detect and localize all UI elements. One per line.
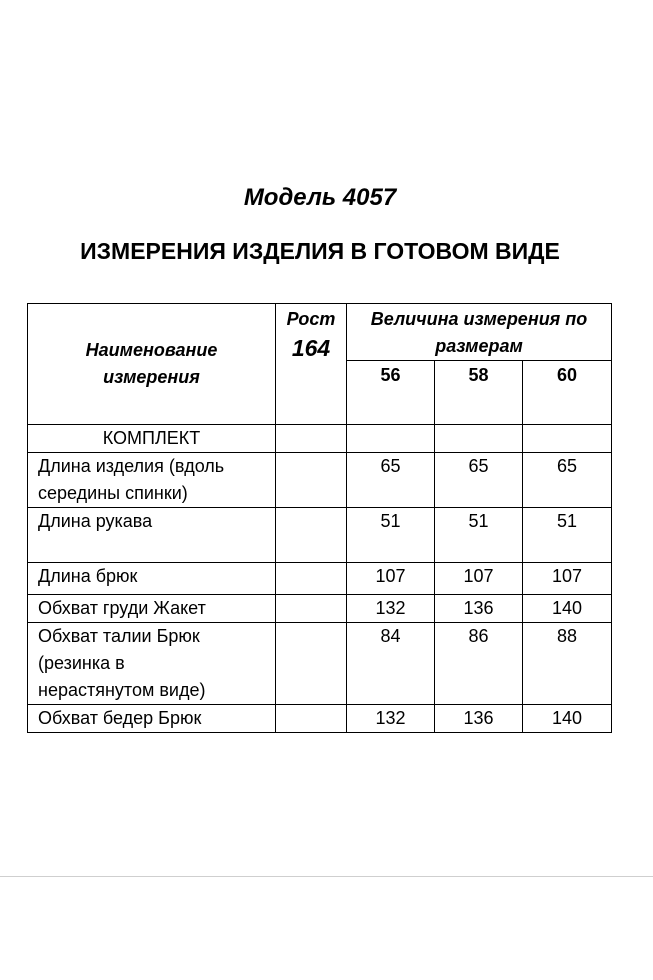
table-cell — [523, 425, 612, 453]
row-value: 136 — [435, 705, 523, 733]
table-cell — [276, 425, 347, 453]
table-cell — [276, 453, 347, 508]
row-value: 132 — [347, 595, 435, 623]
header-values-line1: Величина измерения по — [370, 309, 588, 329]
page-heading: ИЗМЕРЕНИЯ ИЗДЕЛИЯ В ГОТОВОМ ВИДЕ — [80, 238, 560, 264]
measurements-table — [27, 303, 612, 733]
row-name: Обхват груди Жакет — [28, 595, 276, 623]
row-name-line: Длина изделия (вдоль — [38, 456, 225, 476]
row-value: 51 — [435, 508, 523, 563]
table-header-row — [28, 304, 612, 361]
table-cell — [435, 425, 523, 453]
row-value: 140 — [523, 705, 612, 733]
header-size-values — [347, 304, 612, 361]
row-value: 107 — [523, 563, 612, 595]
header-name-line2: измерения — [103, 367, 200, 387]
table-cell — [276, 623, 347, 705]
table-row — [28, 563, 612, 595]
size-60: 60 — [523, 361, 612, 425]
row-value: 51 — [523, 508, 612, 563]
table-cell — [276, 508, 347, 563]
table-cell — [276, 595, 347, 623]
row-value: 140 — [523, 595, 612, 623]
bottom-divider — [0, 876, 653, 877]
row-name: Обхват бедер Брюк — [28, 705, 276, 733]
height-value: 164 — [291, 335, 331, 361]
row-name-line: середины спинки) — [38, 483, 188, 503]
header-height — [276, 304, 347, 425]
size-58: 58 — [435, 361, 523, 425]
table-row — [28, 453, 612, 508]
group-label: КОМПЛЕКТ — [28, 425, 276, 453]
header-measurement-name — [28, 304, 276, 425]
row-name: Длина рукава — [28, 508, 276, 563]
row-name-line: нерастянутом виде) — [38, 680, 206, 700]
table-row — [28, 595, 612, 623]
row-value: 88 — [523, 623, 612, 705]
row-value: 136 — [435, 595, 523, 623]
row-value: 65 — [347, 453, 435, 508]
model-title: Модель 4057 — [243, 184, 397, 211]
row-value: 65 — [435, 453, 523, 508]
row-value: 84 — [347, 623, 435, 705]
row-name-line: (резинка в — [38, 653, 125, 673]
row-value: 132 — [347, 705, 435, 733]
table-cell — [276, 705, 347, 733]
row-name — [28, 623, 276, 705]
row-value: 107 — [435, 563, 523, 595]
header-name-line1: Наименование — [85, 340, 218, 360]
row-value: 65 — [523, 453, 612, 508]
table-row — [28, 508, 612, 563]
header-values-line2: размерам — [435, 336, 523, 356]
table-row — [28, 623, 612, 705]
row-value: 107 — [347, 563, 435, 595]
size-56: 56 — [347, 361, 435, 425]
table-cell — [347, 425, 435, 453]
group-row — [28, 425, 612, 453]
row-name — [28, 453, 276, 508]
row-name: Длина брюк — [28, 563, 276, 595]
table-cell — [276, 563, 347, 595]
row-value: 86 — [435, 623, 523, 705]
row-value: 51 — [347, 508, 435, 563]
row-name-line: Обхват талии Брюк — [38, 626, 200, 646]
height-label: Рост — [286, 309, 336, 329]
table-row — [28, 705, 612, 733]
